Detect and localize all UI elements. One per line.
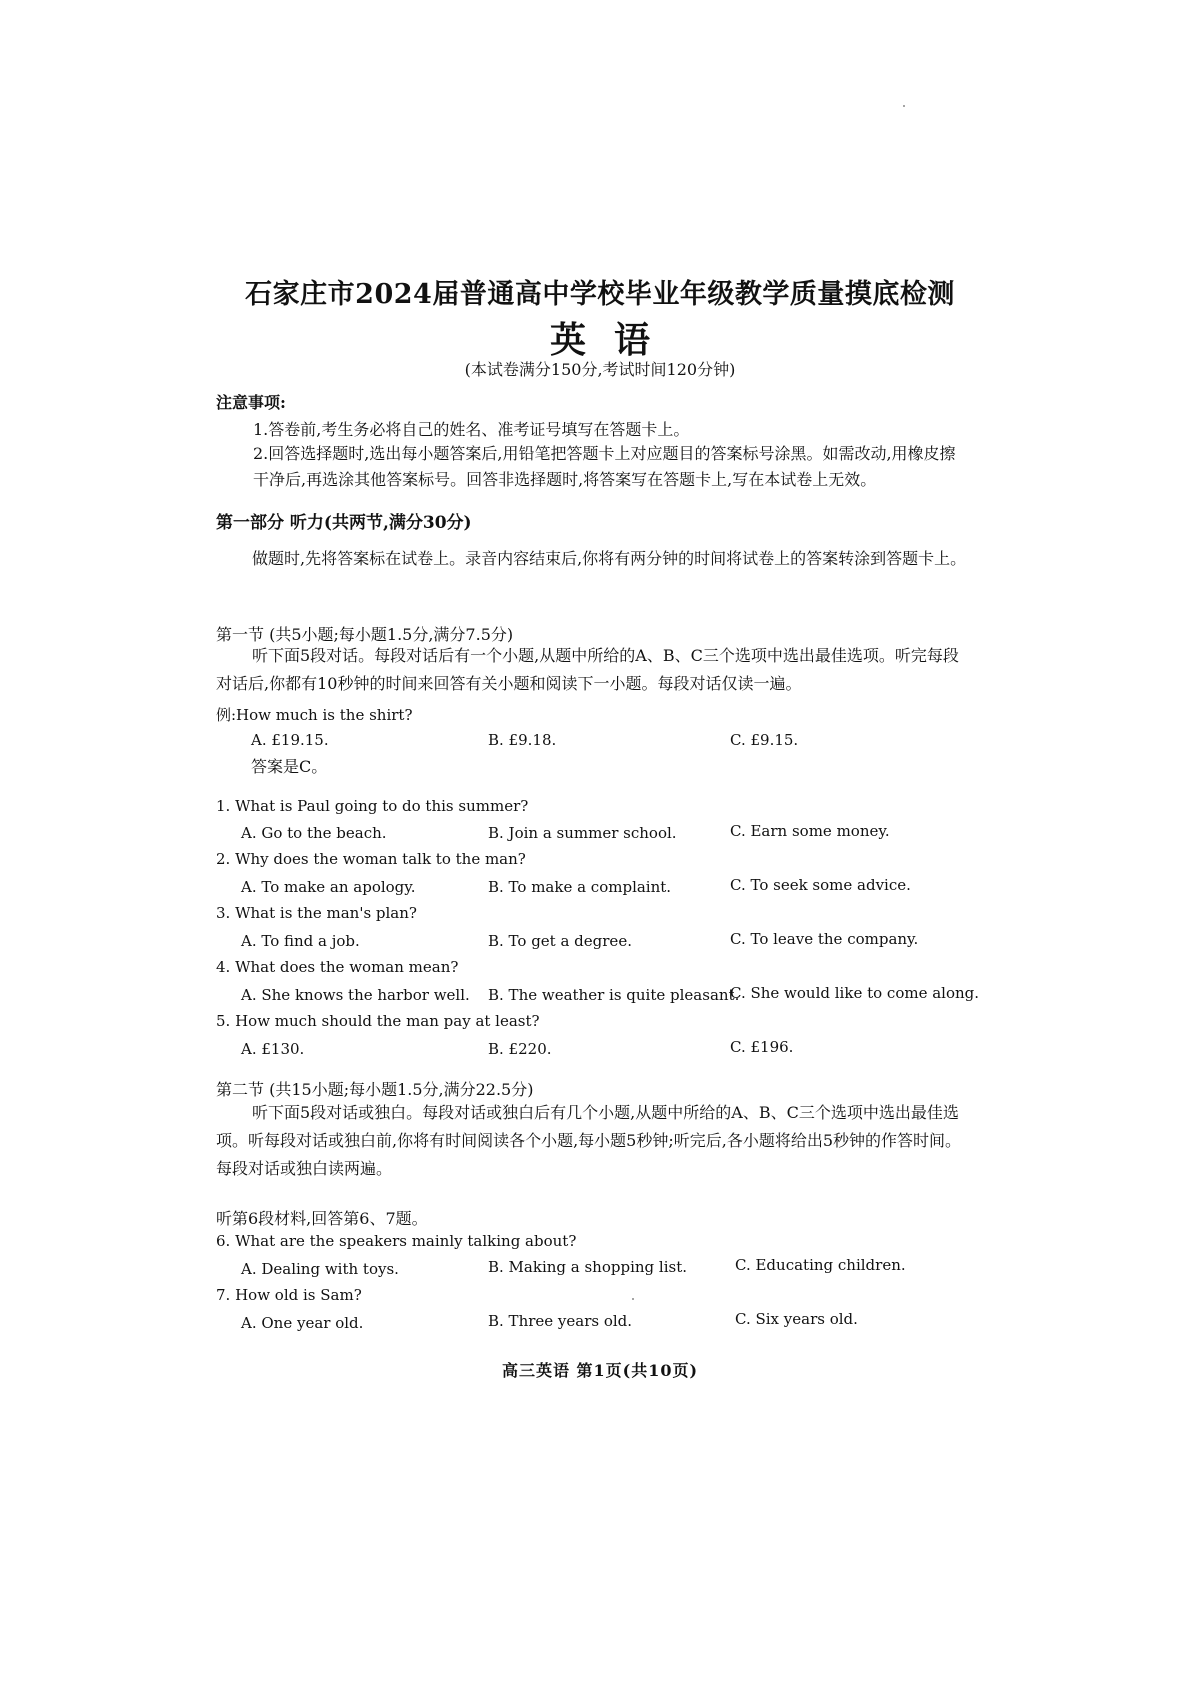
part-instruction: 做题时,先将答案标在试卷上。录音内容结束后,你将有两分钟的时间将试卷上的答案转涂到答题卡上。 (252, 549, 967, 568)
section-instruction: 听下面5段对话或独白。每段对话或独白后有几个小题,从题中所给的A、B、C三个选项中选出最佳选项。听每段对话或独白前,你将有时间阅读各个小题,每小题5秒钟;听完后,各小题将给出5秒钟的作答时间。每段对话或独白读两遍。 (216, 1103, 962, 1178)
exam-info: (本试卷满分150分,考试时间120分钟) (464, 360, 736, 379)
option: B. Making a shopping list. (488, 1258, 687, 1276)
option: B. Three years old. (488, 1312, 633, 1330)
section-heading: 第二节 (共15小题;每小题1.5分,满分22.5分) (216, 1080, 534, 1099)
question: 3. What is the man's plan? (216, 904, 417, 922)
question: 6. What are the speakers mainly talking about? (216, 1232, 577, 1250)
option: C. Educating children. (735, 1256, 906, 1274)
material-label: 听第6段材料,回答第6、7题。 (216, 1209, 428, 1228)
notice-item: 1.答卷前,考生务必将自己的姓名、准考证号填写在答题卡上。 (253, 420, 690, 439)
option: B. To make a complaint. (488, 878, 672, 896)
option: A. Dealing with toys. (241, 1260, 399, 1278)
option: B. The weather is quite pleasant. (488, 986, 740, 1004)
option: B. To get a degree. (488, 932, 632, 950)
example-option: B. £9.18. (488, 731, 557, 749)
page-footer: 高三英语 第1页(共10页) (501, 1361, 699, 1380)
option: C. Six years old. (735, 1310, 858, 1328)
option: C. £196. (730, 1038, 794, 1056)
example-answer: 答案是C。 (251, 757, 328, 776)
example-question: 例:How much is the shirt? (216, 706, 413, 724)
option: B. £220. (488, 1040, 552, 1058)
option: A. To make an apology. (241, 878, 416, 896)
question: 5. How much should the man pay at least? (216, 1012, 540, 1030)
option: B. Join a summer school. (488, 824, 677, 842)
question: 2. Why does the woman talk to the man? (216, 850, 526, 868)
example-option: C. £9.15. (730, 731, 799, 749)
notice-item: 2.回答选择题时,选出每小题答案后,用铅笔把答题卡上对应题目的答案标号涂黑。如需改动,用橡皮擦干净后,再选涂其他答案标号。回答非选择题时,将答案写在答题卡上,写在本试卷上无效。 (253, 444, 956, 489)
option: C. Earn some money. (730, 822, 890, 840)
option: A. £130. (241, 1040, 305, 1058)
notice-heading: 注意事项: (216, 393, 286, 412)
option: A. To find a job. (241, 932, 360, 950)
option: A. Go to the beach. (241, 824, 387, 842)
option: C. To leave the company. (730, 930, 919, 948)
option: C. To seek some advice. (730, 876, 911, 894)
subject-title: 英语 (549, 319, 678, 361)
question: 1. What is Paul going to do this summer? (216, 797, 529, 815)
exam-title: 石家庄市2024届普通高中学校毕业年级教学质量摸底检测 (245, 279, 955, 310)
section-instruction: 听下面5段对话。每段对话后有一个小题,从题中所给的A、B、C三个选项中选出最佳选项。听完每段对话后,你都有10秒钟的时间来回答有关小题和阅读下一小题。每段对话仅读一遍。 (216, 646, 959, 693)
option: C. She would like to come along. (730, 984, 980, 1002)
part-title: 第一部分 听力(共两节,满分30分) (216, 513, 472, 533)
scan-speck (632, 1298, 634, 1300)
question: 7. How old is Sam? (216, 1286, 362, 1304)
question: 4. What does the woman mean? (216, 958, 459, 976)
scan-speck (903, 105, 905, 107)
option: A. She knows the harbor well. (241, 986, 470, 1004)
example-option: A. £19.15. (251, 731, 329, 749)
option: A. One year old. (241, 1314, 364, 1332)
section-heading: 第一节 (共5小题;每小题1.5分,满分7.5分) (216, 625, 514, 644)
